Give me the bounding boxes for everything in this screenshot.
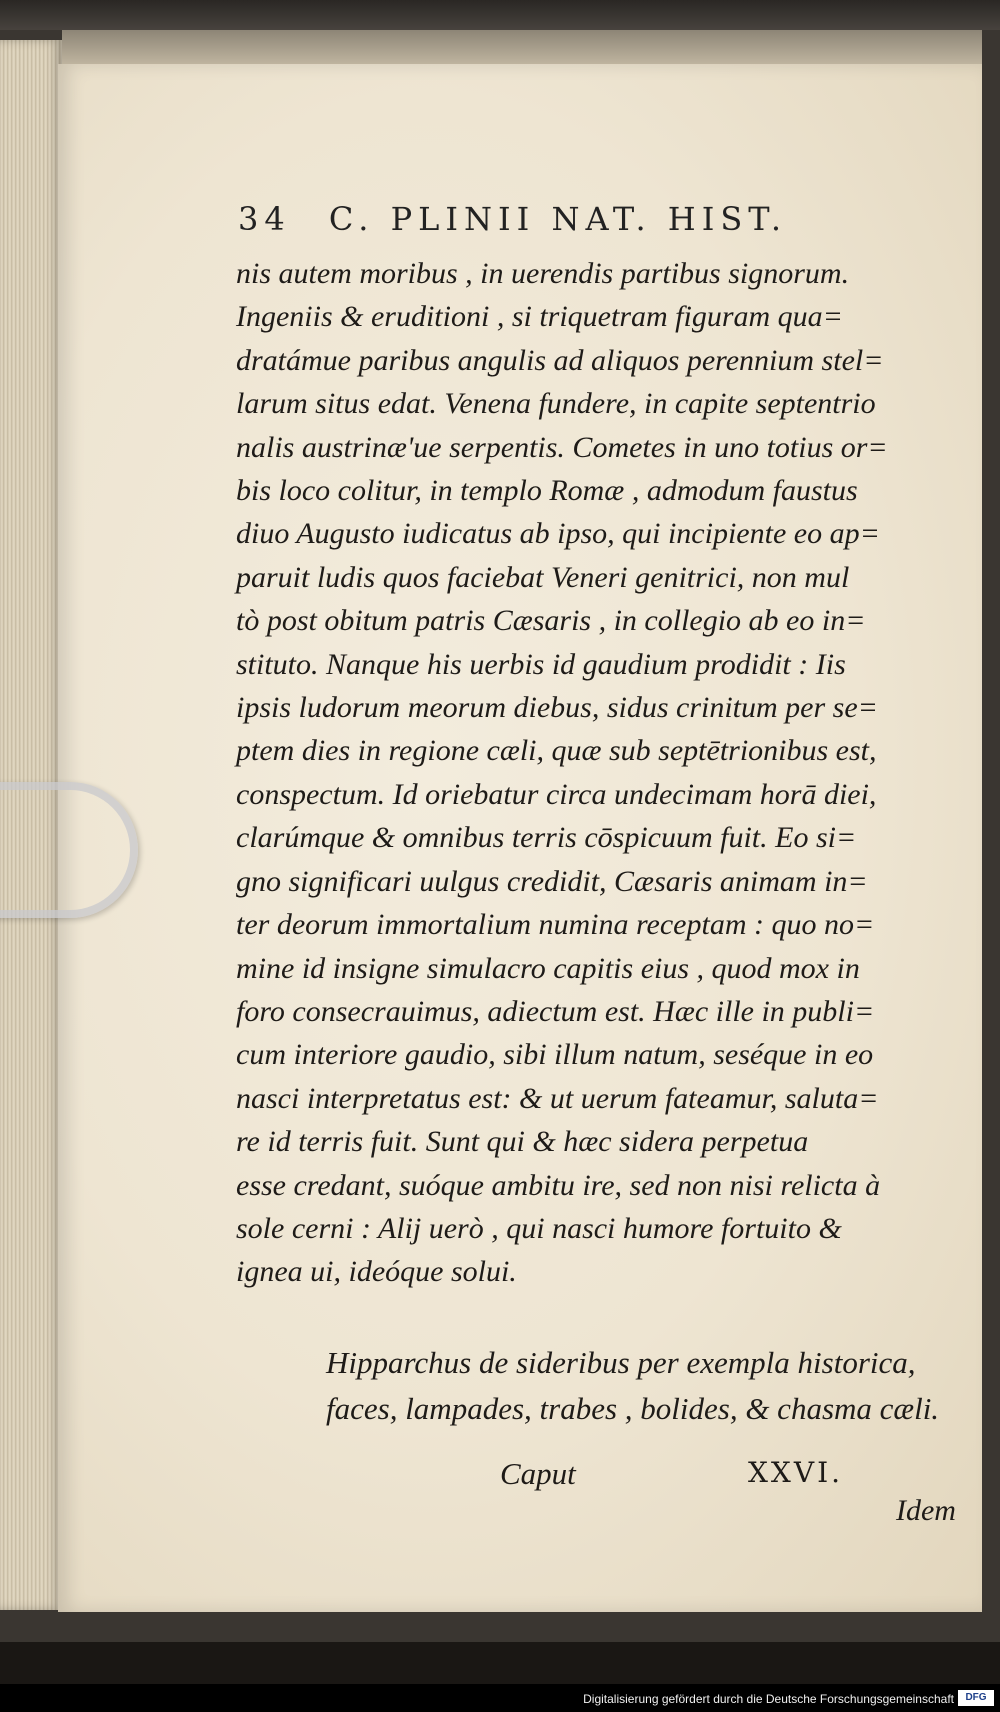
catchword: Idem: [896, 1494, 956, 1527]
footer-credit: Digitalisierung gefördert durch die Deutsche Forschungsgemeinschaft: [583, 1692, 954, 1706]
text-line: foro consecrauimus, adiectum est. Hæc ille in publi=: [236, 994, 875, 1028]
text-line: mine id insigne simulacro capitis eius , quod mox in: [236, 951, 860, 985]
text-line: esse credant, suóque ambitu ire, sed non nisi relicta à: [236, 1168, 881, 1202]
text-line: ptem dies in regione cæli, quæ sub septētrionibus est,: [236, 734, 877, 768]
page-clip: [0, 782, 138, 918]
running-head: [238, 200, 958, 238]
text-line: paruit ludis quos faciebat Veneri genitrici, non mul: [236, 560, 850, 594]
scan-top-bar: [0, 0, 1000, 34]
body-text: [236, 252, 956, 1294]
text-line: diuo Augusto iudicatus ab ipso, qui incipiente eo ap=: [236, 517, 880, 551]
text-line: ipsis ludorum meorum diebus, sidus crinitum per se=: [236, 691, 878, 725]
text-line: tò post obitum patris Cæsaris , in collegio ab eo in=: [236, 604, 866, 638]
text-line: nalis austrinæ'ue serpentis. Cometes in uno totius or=: [236, 430, 888, 464]
text-line: nasci interpretatus est: & ut uerum fateamur, saluta=: [236, 1081, 879, 1115]
page-number: 34: [238, 200, 291, 238]
text-line: bis loco colitur, in templo Romæ , admodum faustus: [236, 474, 858, 508]
chapter-heading-line: faces, lampades, trabes , bolides, & chasma cæli.: [326, 1391, 940, 1426]
chapter-heading-line: Hipparchus de sideribus per exempla historica,: [326, 1345, 916, 1380]
text-line: re id terris fuit. Sunt qui & hæc sidera perpetua: [236, 1125, 809, 1159]
text-line: gno significari uulgus credidit, Cæsaris animam in=: [236, 864, 868, 898]
chapter-label: Caput: [500, 1456, 576, 1491]
chapter-heading: [326, 1340, 966, 1432]
running-head-title: C. PLINII NAT. HIST.: [328, 200, 788, 238]
text-line: clarúmque & omnibus terris cōspicuum fuit. Eo si=: [236, 821, 857, 855]
text-line: sole cerni : Alij uerò , qui nasci humore fortuito &: [236, 1211, 842, 1245]
text-line: larum situs edat. Venena fundere, in capite septentrio: [236, 387, 876, 421]
dfg-logo: DFG: [958, 1690, 994, 1706]
text-line: ignea ui, ideóque solui.: [236, 1255, 517, 1289]
text-line: stituto. Nanque his uerbis id gaudium prodidit : Iis: [236, 647, 846, 681]
text-line: nis autem moribus , in uerendis partibus signorum.: [236, 257, 850, 290]
text-line: conspectum. Id oriebatur circa undecimam horā diei,: [236, 777, 877, 811]
text-line: dratámue paribus angulis ad aliquos perennium stel=: [236, 343, 884, 377]
text-line: Ingeniis & eruditioni , si triquetram figuram qua=: [236, 300, 843, 334]
chapter-number: XXVI.: [748, 1456, 844, 1489]
text-line: ter deorum immortalium numina receptam : quo no=: [236, 908, 875, 942]
text-line: cum interiore gaudio, sibi illum natum, seséque in eo: [236, 1038, 874, 1072]
